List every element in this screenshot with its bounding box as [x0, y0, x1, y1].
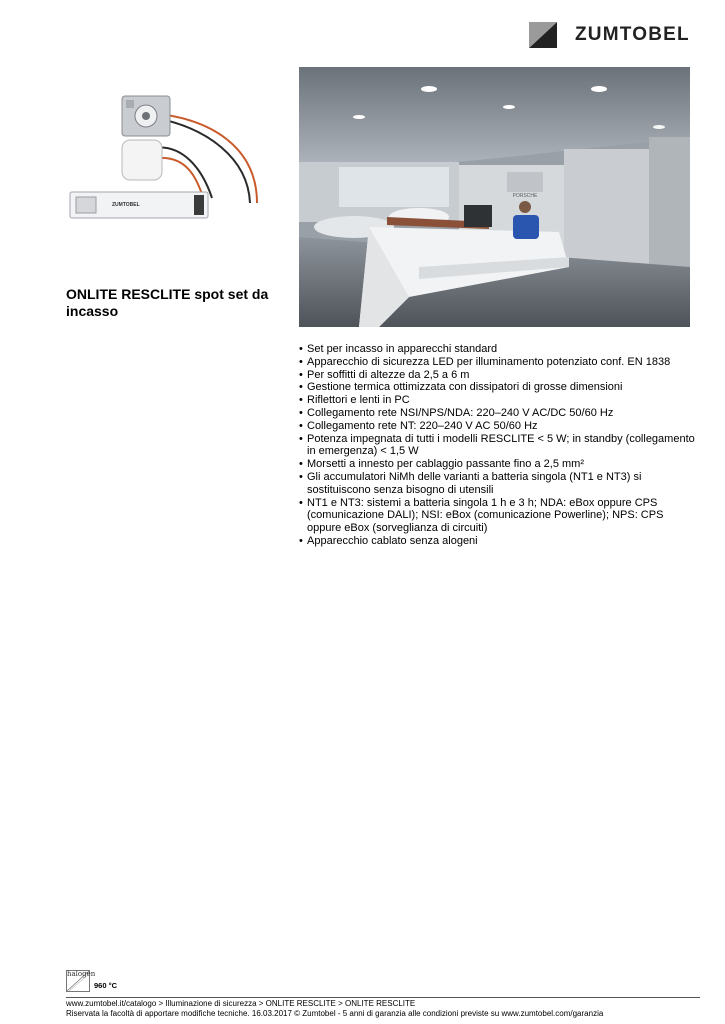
feature-list	[299, 343, 699, 548]
feature-item: • Collegamento rete NT: 220–240 V AC 50/60 Hz	[299, 420, 699, 433]
brand-logo	[529, 22, 690, 48]
feature-item: • Gestione termica ottimizzata con dissipatori di grosse dimensioni	[299, 381, 699, 394]
footer-legal-text: Riservata la facoltà di apportare modifiche tecniche. 16.03.2017 © Zumtobel - 5 anni di garanzia alle condizioni previste su www.zumtobel.com/garanzia	[66, 1009, 604, 1018]
feature-item: • Morsetti a innesto per cablaggio passante fino a 2,5 mm²	[299, 458, 699, 471]
product-photo	[62, 88, 272, 228]
brand-name: ZUMTOBEL	[575, 24, 690, 45]
hero-sign-text: PORSCHE	[512, 193, 538, 199]
feature-item: • Riflettori e lenti in PC	[299, 394, 699, 407]
halogen-label: halogen	[67, 970, 96, 978]
feature-item: • Gli accumulatori NiMh delle varianti a batteria singola (NT1 e NT3) si sostituiscono senza bisogno di utensili	[299, 471, 699, 497]
glow-wire-temperature: 960 °C	[94, 980, 118, 990]
footer-divider	[66, 997, 700, 998]
footer	[66, 999, 603, 1019]
halogen-free-icon	[66, 970, 96, 992]
feature-item: • Apparecchio cablato senza alogeni	[299, 535, 699, 548]
feature-item: • Set per incasso in apparecchi standard	[299, 343, 699, 356]
halogen-free-certification	[66, 970, 117, 992]
feature-item: • NT1 e NT3: sistemi a batteria singola 1 h e 3 h; NDA: eBox oppure CPS (comunicazione DALI); NSI: eBox (comunicazione Powerline); NPS: CPS oppure eBox (sorveglianza di circuiti)	[299, 497, 699, 535]
feature-item: • Per soffitti di altezze da 2,5 a 6 m	[299, 369, 699, 382]
footer-breadcrumb[interactable]: www.zumtobel.it/catalogo > Illuminazione di sicurezza > ONLITE RESCLITE > ONLITE RESCLITE	[66, 999, 416, 1008]
feature-item: • Potenza impegnata di tutti i modelli RESCLITE < 5 W; in standby (collegamento in emergenza) < 1,5 W	[299, 433, 699, 459]
hero-image	[299, 67, 690, 327]
feature-item: • Apparecchio di sicurezza LED per illuminamento potenziato conf. EN 1838	[299, 356, 699, 369]
product-title: ONLITE RESCLITE spot set da incasso	[66, 286, 269, 319]
product-photo-label: ZUMTOBEL	[112, 202, 140, 208]
feature-item: • Collegamento rete NSI/NPS/NDA: 220–240 V AC/DC 50/60 Hz	[299, 407, 699, 420]
zumtobel-logo-icon	[529, 22, 557, 48]
